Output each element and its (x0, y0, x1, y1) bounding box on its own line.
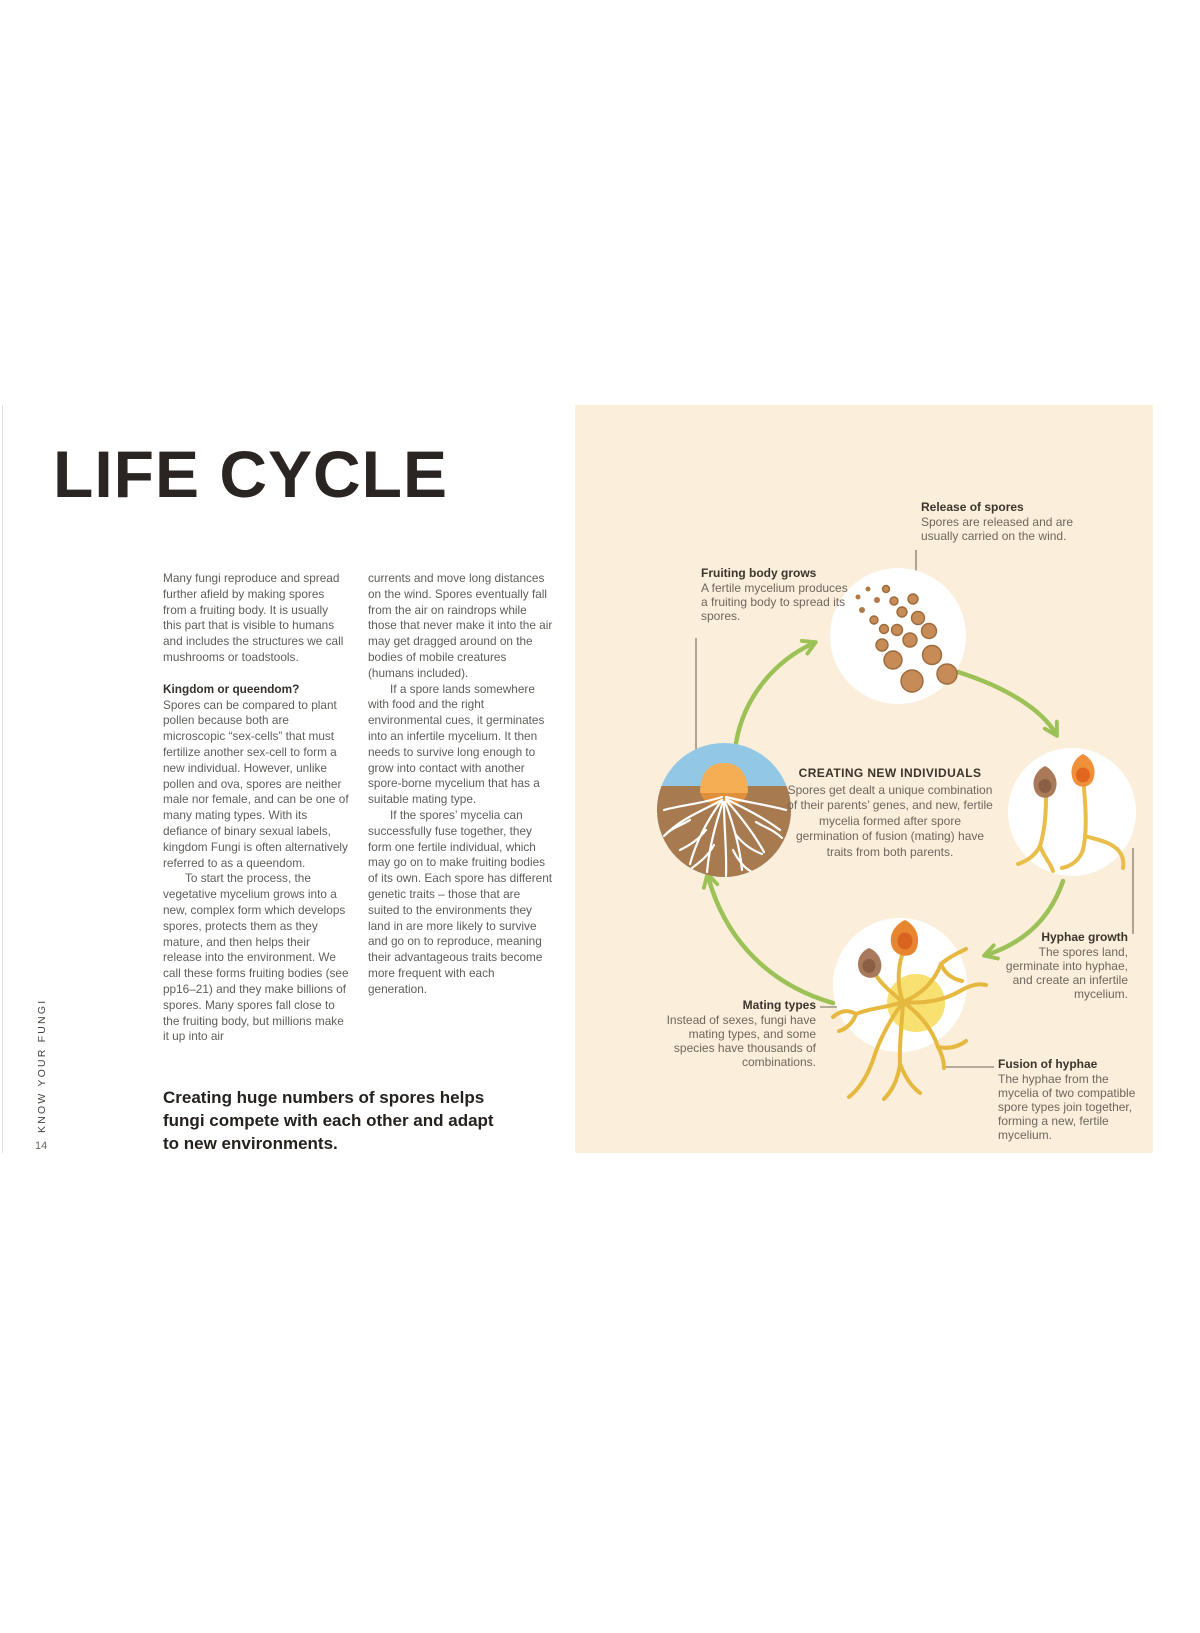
paragraph: If the spores’ mycelia can successfully fuse together, they form one fertile individual, which may go on to make fruiting bodies of its own. Each spore has different genetic traits – those that are suited to the environments they land in are more likely to survive and go on to reproduce, meaning their advantageous traits become more frequent with each generation. (368, 807, 553, 996)
label-mating-types (656, 998, 816, 1069)
label-body: A fertile mycelium produces a fruiting body to spread its spores. (701, 581, 848, 623)
label-body: Instead of sexes, fungi have mating types, and some species have thousands of combinations. (666, 1013, 816, 1069)
paragraph: If a spore lands somewhere with food and the right environmental cues, it germinates into an infertile mycelium. It then needs to survive long enough to grow into contact with another spore-borne mycelium that has a suitable mating type. (368, 681, 545, 807)
label-title: Fusion of hyphae (998, 1057, 1098, 1071)
label-title: CREATING NEW INDIVIDUALS (798, 766, 982, 780)
page-number: 14 (35, 1140, 48, 1152)
label-body: The spores land, germinate into hyphae, and create an infertile mycelium. (1005, 945, 1128, 1001)
paragraph: currents and move long distances on the wind. Spores eventually fall from the air on raindrops while those that never make it into the air may get dragged around on the bodies of mobile creatures (humans included). (368, 571, 553, 680)
arrow-left-to-top (736, 643, 814, 743)
text-column-2 (368, 571, 554, 998)
chapter-sidebar-label: KNOW YOUR FUNGI (36, 998, 48, 1133)
page-edge-line (2, 405, 3, 1153)
spore-release-circle (830, 568, 966, 704)
text-column-1 (163, 571, 349, 1045)
label-body: The hyphae from the mycelia of two compatible spore types join together, forming a new, fertile mycelium. (998, 1072, 1136, 1142)
arrow-bottom-to-left (708, 876, 833, 1003)
paragraph: To start the process, the vegetative mycelium grows into a new, complex form which develops spores, protects them as they mature, and then helps their release into the environment. We call these forms fruiting bodies (see pp16–21) and they make billions of spores. Many spores fall close to the fruiting body, but millions make it up into air (163, 871, 349, 1044)
paragraph: Spores can be compared to plant pollen because both are microscopic “sex-cells” that must fertilize another sex-cell to form a new individual. However, unlike pollen and ova, spores are neither male nor female, and can be one of many mating types. With its defiance of binary sexual labels, kingdom Fungi is often alternatively referred to as a queendom. (163, 697, 349, 870)
section-heading: Kingdom or queendom? (163, 681, 300, 696)
label-title: Mating types (742, 998, 816, 1012)
label-title: Release of spores (921, 500, 1024, 514)
label-hyphae-growth (1003, 930, 1128, 1001)
pull-quote: Creating huge numbers of spores helps fungi compete with each other and adapt to new environments. (163, 1088, 494, 1153)
label-body: Spores are released and are usually carried on the wind. (921, 515, 1074, 543)
hyphae-growth-circle (1008, 748, 1136, 876)
label-body: Spores get dealt a unique combination of their parents’ genes, and new, fertile mycelia formed after spore germination of fusion (mating) have traits from both parents. (787, 782, 993, 859)
label-title: Hyphae growth (1041, 930, 1128, 944)
label-release-of-spores (921, 500, 1081, 543)
arrow-top-to-right (958, 672, 1056, 734)
fruiting-body-circle (655, 743, 795, 881)
label-fusion-of-hyphae (998, 1057, 1140, 1142)
label-fruiting-body-grows (701, 566, 849, 623)
label-creating-new-individuals (787, 766, 993, 860)
mating-fusion-circle (833, 918, 986, 1099)
page-title: LIFE CYCLE (53, 437, 449, 511)
paragraph: Many fungi reproduce and spread further afield by making spores from a fruiting body. It is usually this part that is visible to humans and includes the structures we call mushrooms or toadstools. (163, 571, 344, 664)
label-title: Fruiting body grows (701, 566, 817, 580)
